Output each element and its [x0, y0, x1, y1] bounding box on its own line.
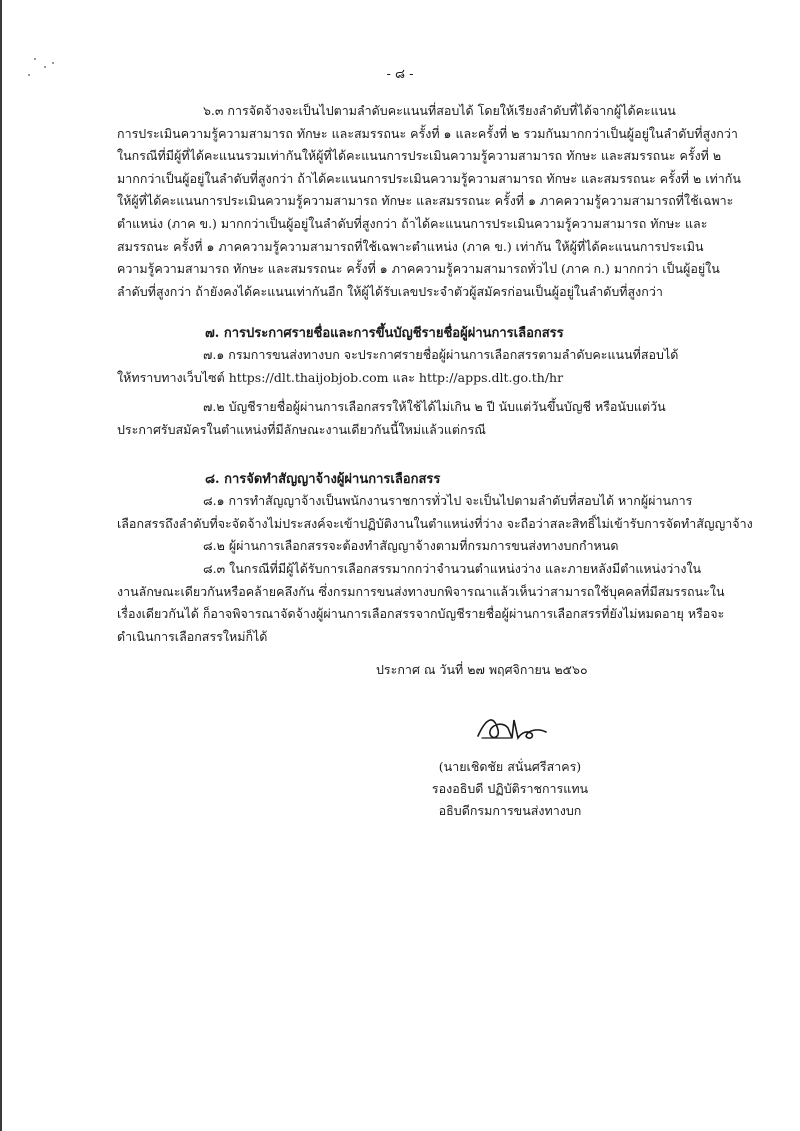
paragraph-line: ๗.๒ บัญชีรายชื่อผู้ผ่านการเลือกสรรให้ใช้ได้ไม่เกิน ๒ ปี นับแต่วันขึ้นบัญชี หรือนับแต่วัน: [203, 399, 666, 414]
section-8-1: [117, 490, 753, 535]
section-8-3: [117, 558, 737, 648]
paragraph-line: ๘.๒ ผู้ผ่านการเลือกสรรจะต้องทำสัญญาจ้างตามที่กรมการขนส่งทางบกกำหนด: [203, 538, 619, 553]
announcement-date: ประกาศ ณ วันที่ ๒๗ พฤศจิกายน ๒๕๖๐: [376, 662, 588, 677]
signatory-block: [390, 756, 630, 822]
scan-edge: [0, 0, 2, 1131]
paragraph-line: ให้ผู้ที่ได้คะแนนการประเมินความรู้ความสามารถ ทักษะ และสมรรถนะ ครั้งที่ ๑ ภาคความรู้ความสามารถที่ใช้เฉพาะ: [117, 193, 734, 209]
signatory-name: (นายเชิดชัย สนั่นศรีสาคร): [438, 759, 582, 774]
paragraph-line: ๗.๑ กรมการขนส่งทางบก จะประกาศรายชื่อผู้ผ่านการเลือกสรรตามลำดับคะแนนที่สอบได้: [203, 347, 679, 362]
section-6-3: [117, 100, 741, 303]
paragraph-line: ๖.๓ การจัดจ้างจะเป็นไปตามลำดับคะแนนที่สอบได้ โดยให้เรียงลำดับที่ได้จากผู้ได้คะแนน: [203, 103, 676, 118]
paragraph-line: สมรรถนะ ครั้งที่ ๑ ภาคความรู้ความสามารถที่ใช้เฉพาะตำแหน่ง (ภาค ข.) เท่ากัน ให้ผู้ที่ได้คะแนนการประเมิน: [117, 238, 704, 254]
paragraph-line: ตำแหน่ง (ภาค ข.) มากกว่าเป็นผู้อยู่ในลำดับที่สูงกว่า ถ้าได้คะแนนการประเมินความรู้ความสามารถ ทักษะ และ: [117, 215, 708, 231]
paragraph-line: งานลักษณะเดียวกันหรือคล้ายคลึงกัน ซึ่งกรมการขนส่งทางบกพิจารณาแล้วเห็นว่าสามารถใช้บุคคลที่มีสมรรถนะใน: [117, 583, 725, 599]
paragraph-line: การประเมินความรู้ความสามารถ ทักษะ และสมรรถนะ ครั้งที่ ๑ และครั้งที่ ๒ รวมกันมากกว่าเป็นผู้อยู่ในลำดับที่สูงกว่า: [117, 125, 738, 141]
paragraph-line: ประกาศรับสมัครในตำแหน่งที่มีลักษณะงานเดียวกันนี้ใหม่แล้วแต่กรณี: [117, 421, 486, 437]
paragraph-line: ในกรณีที่มีผู้ที่ได้คะแนนรวมเท่ากันให้ผู้ที่ได้คะแนนการประเมินความรู้ความสามารถ ทักษะ และสมรรถนะ ครั้งที่ ๒: [117, 148, 722, 164]
handwritten-signature: [472, 708, 552, 748]
signatory-organization: อธิบดีกรมการขนส่งทางบก: [438, 803, 582, 818]
scan-speck: [34, 58, 36, 60]
page-number: - ๘ -: [386, 67, 414, 82]
section-7-heading: ๗. การประกาศรายชื่อและการขึ้นบัญชีรายชื่อผู้ผ่านการเลือกสรร: [205, 326, 564, 341]
section-8-heading: ๘. การจัดทำสัญญาจ้างผู้ผ่านการเลือกสรร: [205, 472, 441, 487]
paragraph-line: ความรู้ความสามารถ ทักษะ และสมรรถนะ ครั้งที่ ๑ ภาคความรู้ความสามารถทั่วไป (ภาค ก.) มากกว่า เป็นผู้อยู่ใน: [117, 261, 720, 277]
paragraph-line: ๘.๑ การทำสัญญาจ้างเป็นพนักงานราชการทั่วไป จะเป็นไปตามลำดับที่สอบได้ หากผู้ผ่านการ: [203, 493, 693, 508]
paragraph-line: ให้ทราบทางเว็บไซต์ https://dlt.thaijobjob.com และ http://apps.dlt.go.th/hr: [117, 369, 564, 385]
paragraph-line: มากกว่าเป็นผู้อยู่ในลำดับที่สูงกว่า ถ้าได้คะแนนการประเมินความรู้ความสามารถ ทักษะ และสมรรถนะ ครั้งที่ ๒ เท่ากัน: [117, 170, 741, 186]
paragraph-line: ลำดับที่สูงกว่า ถ้ายังคงได้คะแนนเท่ากันอีก ให้ผู้ได้รับเลขประจำตัวผู้สมัครก่อนเป็นผู้อยู่ในลำดับที่สูงกว่า: [117, 283, 663, 299]
paragraph-line: ๘.๓ ในกรณีที่มีผู้ได้รับการเลือกสรรมากกว่าจำนวนตำแหน่งว่าง และภายหลังมีตำแหน่งว่างใน: [203, 561, 702, 576]
paragraph-line: ดำเนินการเลือกสรรใหม่ก็ได้: [117, 628, 268, 644]
section-7-1: [117, 344, 737, 389]
section-8-2: [117, 535, 737, 558]
paragraph-line: เรื่องเดียวกันได้ ก็อาจพิจารณาจัดจ้างผู้ผ่านการเลือกสรรจากบัญชีรายชื่อผู้ผ่านการเลือกสรรที่ยังไม่หมดอายุ หรือจะ: [117, 606, 725, 622]
paragraph-line: เลือกสรรถึงลำดับที่จะจัดจ้างไม่ประสงค์จะเข้าปฏิบัติงานในตำแหน่งที่ว่าง จะถือว่าสละสิทธิ์ไม่เข้ารับการจัดทำสัญญาจ้าง: [117, 515, 753, 531]
section-7-2: [117, 396, 737, 441]
signatory-position: รองอธิบดี ปฏิบัติราชการแทน: [431, 781, 589, 796]
